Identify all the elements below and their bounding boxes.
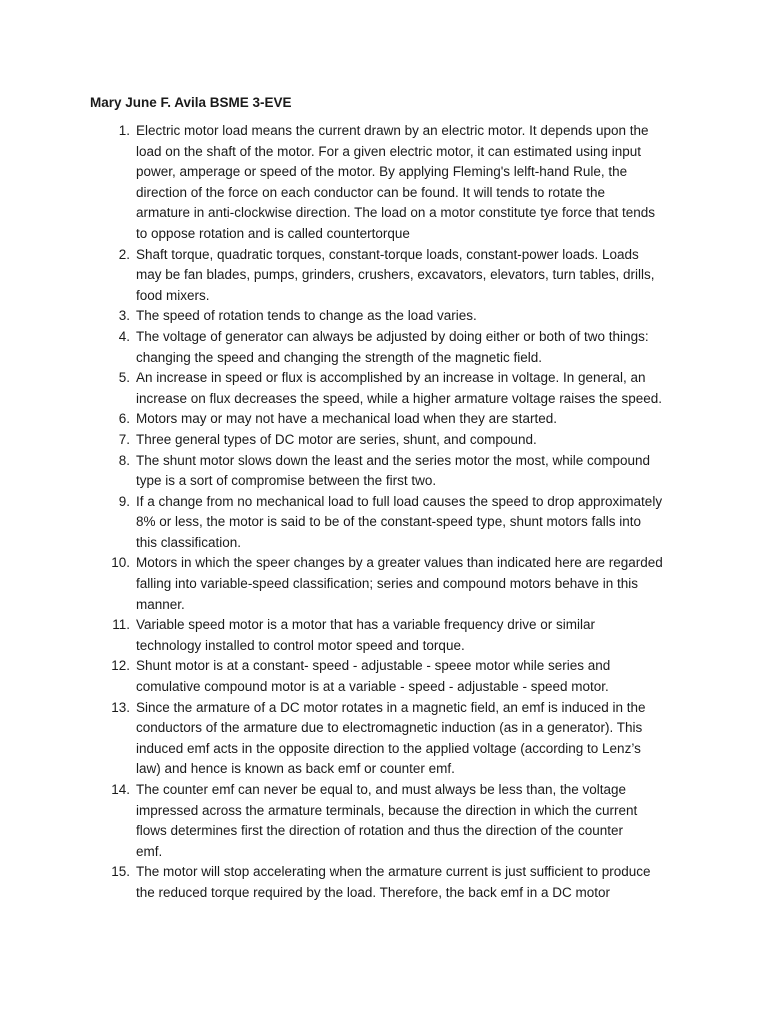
list-item	[0, 121, 768, 245]
text-line: to oppose rotation and is called countertorque	[136, 225, 410, 241]
text-line: armature in anti-clockwise direction. The load on a motor constitute tye force that tends	[136, 205, 656, 221]
list-item-text	[136, 430, 681, 451]
text-line: power, amperage or speed of the motor. By applying Fleming's lelft-hand Rule, the	[136, 164, 628, 180]
list-item-number: 15.	[111, 864, 130, 880]
list-item-text	[136, 698, 681, 780]
text-line: The voltage of generator can always be adjusted by doing either or both of two things:	[136, 328, 649, 344]
text-line: impressed across the armature terminals, because the direction in which the current	[136, 802, 638, 818]
text-line: Shaft torque, quadratic torques, constant-torque loads, constant-power loads. Loads	[136, 246, 639, 262]
text-line: this classification.	[136, 534, 242, 550]
text-line: may be fan blades, pumps, grinders, crushers, excavators, elevators, turn tables, drills,	[136, 267, 655, 283]
list-item	[0, 656, 768, 697]
list-item-text	[136, 121, 681, 245]
text-line: The shunt motor slows down the least and the series motor the most, while compound	[136, 452, 651, 468]
list-item-text	[136, 368, 681, 409]
list-item-number: 6.	[118, 411, 130, 427]
list-item	[0, 409, 768, 430]
list-item-text	[136, 245, 681, 307]
list-item	[0, 245, 768, 307]
list-item	[0, 492, 768, 554]
list-item-text	[136, 492, 681, 554]
list-item-number: 1.	[118, 123, 130, 138]
text-line: law) and hence is known as back emf or counter emf.	[136, 761, 455, 777]
list-item-text	[136, 862, 681, 903]
list-item-number: 2.	[118, 246, 130, 262]
text-line: changing the speed and changing the strength of the magnetic field.	[136, 349, 543, 365]
text-line: The motor will stop accelerating when the armature current is just sufficient to produce	[136, 864, 651, 880]
list-item	[0, 451, 768, 492]
list-item-number: 8.	[118, 452, 130, 468]
text-line: An increase in speed or flux is accomplished by an increase in voltage. In general, an	[136, 370, 646, 386]
text-line: If a change from no mechanical load to full load causes the speed to drop approximately	[136, 493, 663, 509]
text-line: falling into variable-speed classification; series and compound motors behave in this	[136, 576, 639, 592]
list-item	[0, 615, 768, 656]
author-header: Mary June F. Avila BSME 3-EVE	[90, 95, 292, 110]
text-line: comulative compound motor is at a variable - speed - adjustable - speed motor.	[136, 679, 609, 695]
list-item-text	[136, 780, 681, 862]
list-item	[0, 553, 768, 615]
list-item	[0, 862, 768, 903]
list-item-number: 11.	[112, 617, 130, 633]
text-line: induced emf acts in the opposite direction to the applied voltage (according to Lenz’s	[136, 740, 641, 756]
text-line: increase on flux decreases the speed, while a higher armature voltage raises the speed.	[136, 390, 663, 406]
text-line: Electric motor load means the current drawn by an electric motor. It depends upon the	[136, 123, 649, 138]
list-item-number: 5.	[118, 370, 130, 386]
text-line: Variable speed motor is a motor that has a variable frequency drive or similar	[136, 617, 595, 633]
text-line: the reduced torque required by the load. Therefore, the back emf in a DC motor	[136, 884, 611, 900]
text-line: Three general types of DC motor are series, shunt, and compound.	[136, 431, 537, 447]
list-item-text	[136, 327, 681, 368]
text-line: manner.	[136, 596, 185, 612]
text-line: Shunt motor is at a constant- speed - adjustable - speee motor while series and	[136, 658, 611, 674]
numbered-list	[0, 121, 768, 904]
list-item	[0, 780, 768, 862]
text-line: food mixers.	[136, 287, 210, 303]
list-item-text	[136, 615, 681, 656]
text-line: load on the shaft of the motor. For a given electric motor, it can estimated using input	[136, 143, 642, 159]
list-item	[0, 327, 768, 368]
list-item-number: 7.	[118, 431, 130, 447]
list-item-number: 13.	[111, 699, 130, 715]
text-line: The speed of rotation tends to change as the load varies.	[136, 308, 477, 324]
list-item	[0, 368, 768, 409]
text-line: Motors in which the speer changes by a greater values than indicated here are regarded	[136, 555, 663, 571]
list-item	[0, 698, 768, 780]
text-line: 8% or less, the motor is said to be of the constant-speed type, shunt motors falls into	[136, 514, 642, 530]
list-item	[0, 306, 768, 327]
list-item-text	[136, 656, 681, 697]
list-item-number: 12.	[111, 658, 130, 674]
list-item-number: 10.	[111, 555, 130, 571]
list-item-text	[136, 451, 681, 492]
list-item-number: 9.	[118, 493, 130, 509]
list-item-text	[136, 409, 681, 430]
text-line: type is a sort of compromise between the first two.	[136, 473, 437, 489]
list-item-text	[136, 553, 681, 615]
list-item-number: 3.	[118, 308, 130, 324]
text-line: conductors of the armature due to electromagnetic induction (as in a generator). This	[136, 720, 643, 736]
text-line: technology installed to control motor speed and torque.	[136, 637, 465, 653]
list-item-number: 4.	[118, 328, 130, 344]
text-line: emf.	[136, 843, 163, 859]
text-line: Motors may or may not have a mechanical load when they are started.	[136, 411, 557, 427]
text-line: flows determines first the direction of rotation and thus the direction of the counter	[136, 823, 624, 839]
text-line: Since the armature of a DC motor rotates in a magnetic field, an emf is induced in the	[136, 699, 646, 715]
list-item-number: 14.	[111, 782, 130, 797]
list-item	[0, 430, 768, 451]
list-item-text	[136, 306, 681, 327]
text-line: The counter emf can never be equal to, and must always be less than, the voltage	[136, 782, 627, 797]
text-line: direction of the force on each conductor can be found. It will tends to rotate the	[136, 184, 606, 200]
